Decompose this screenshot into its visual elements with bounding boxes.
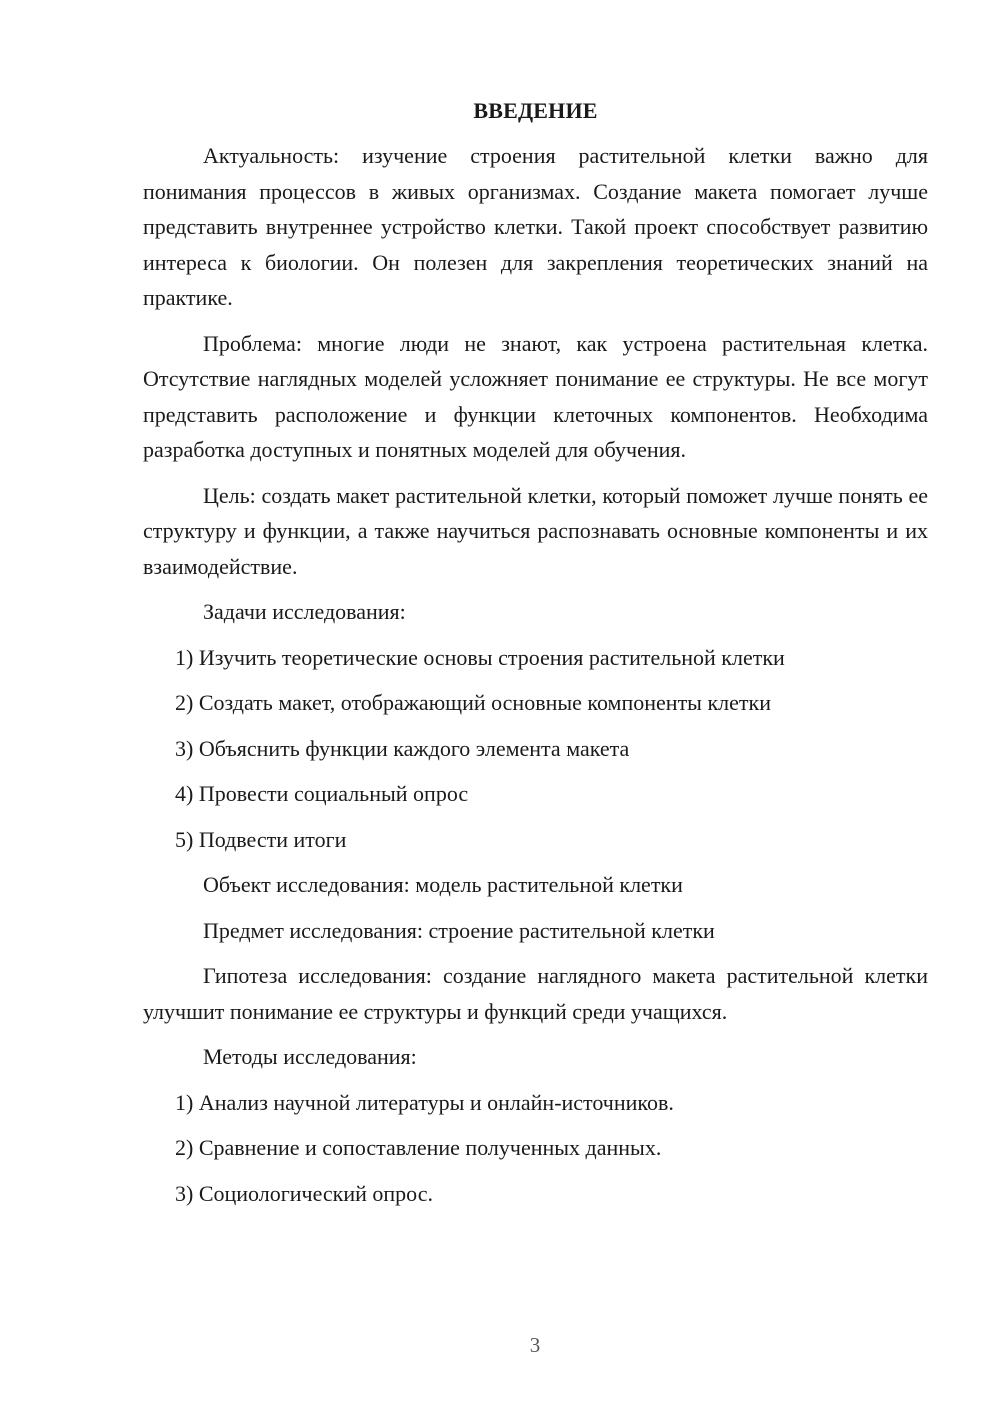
section-heading: ВВЕДЕНИЕ — [473, 98, 598, 123]
task-item: 1) Изучить теоретические основы строения растительной клетки — [175, 644, 785, 670]
task-item: 5) Подвести итоги — [175, 826, 347, 852]
relevance-paragraph: Актуальность: изучение строения растительной клетки важно для понимания процессов в живых организмах. Создание макета помогает лучше представить внутреннее устройство клетки. Такой проект способствует развитию интереса к биологии. Он полезен для закрепления теоретических знаний на практике. — [143, 143, 928, 310]
problem-paragraph: Проблема: многие люди не знают, как устроена растительная клетка. Отсутствие наглядных моделей усложняет понимание ее структуры. Не все могут представить расположение и функции клеточных компонентов. Необходима разработка доступных и понятных моделей для обучения. — [143, 330, 928, 462]
method-item: 3) Социологический опрос. — [175, 1180, 433, 1206]
research-subject: Предмет исследования: строение растительной клетки — [203, 917, 715, 943]
methods-title: Методы исследования: — [203, 1044, 417, 1069]
tasks-title: Задачи исследования: — [203, 599, 406, 624]
task-item: 4) Провести социальный опрос — [175, 781, 469, 806]
goal-paragraph: Цель: создать макет растительной клетки, который поможет лучше понять ее структуру и функции, а также научиться распознавать основные компоненты и их взаимодействие. — [143, 482, 928, 579]
hypothesis-paragraph: Гипотеза исследования: создание наглядного макета растительной клетки улучшит понимание ее структуры и функций среди учащихся. — [143, 963, 928, 1024]
document-page — [143, 96, 928, 1221]
method-item: 2) Сравнение и сопоставление полученных данных. — [175, 1135, 662, 1160]
task-item: 3) Объяснить функции каждого элемента макета — [175, 735, 630, 761]
research-object: Объект исследования: модель растительной клетки — [203, 872, 683, 897]
task-item: 2) Создать макет, отображающий основные компоненты клетки — [175, 690, 771, 715]
method-item: 1) Анализ научной литературы и онлайн-источников. — [175, 1089, 674, 1115]
page-number: 3 — [529, 1333, 541, 1357]
